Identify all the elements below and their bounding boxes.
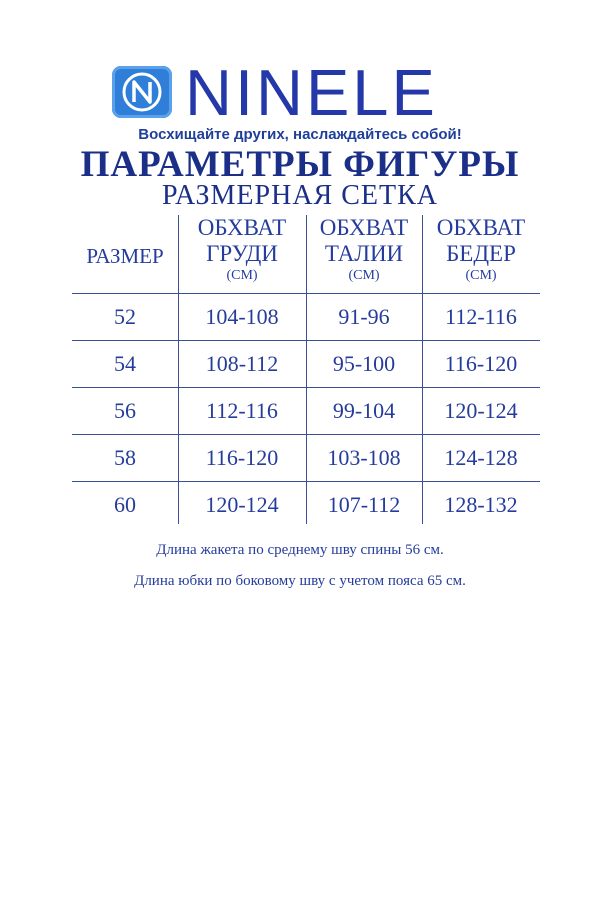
waist-cell: 95-100 xyxy=(332,351,396,376)
chest-cell: 116-120 xyxy=(205,445,279,470)
table-row xyxy=(72,481,540,528)
page-subtitle: РАЗМЕРНАЯ СЕТКА xyxy=(161,180,438,211)
brand-logo xyxy=(0,56,600,129)
header-hips-line2: БЕДЕР xyxy=(446,241,516,266)
table-row xyxy=(72,434,540,481)
table-row xyxy=(72,293,540,340)
header-waist-unit: (СМ) xyxy=(348,268,380,283)
header-waist-line1: ОБХВАТ xyxy=(319,215,409,240)
chest-cell: 104-108 xyxy=(205,304,279,329)
header-hips-unit: (СМ) xyxy=(465,268,497,283)
header-waist-line2: ТАЛИИ xyxy=(324,241,404,266)
size-cell: 60 xyxy=(114,492,136,517)
table-header xyxy=(72,215,540,293)
header-chest-line2: ГРУДИ xyxy=(206,241,278,266)
header-hips xyxy=(422,215,540,293)
waist-cell: 91-96 xyxy=(338,304,390,329)
n-monogram-icon xyxy=(112,66,172,118)
chest-cell: 120-124 xyxy=(205,492,279,517)
page-title: ПАРАМЕТРЫ ФИГУРЫ xyxy=(80,144,520,185)
brand-slogan: Восхищайте других, наслаждайтесь собой! xyxy=(138,126,462,143)
jacket-length-note: Длина жакета по среднему шву спины 56 см. xyxy=(156,542,444,558)
size-cell: 58 xyxy=(114,445,136,470)
header-chest-unit: (СМ) xyxy=(226,268,258,283)
size-chart-table xyxy=(72,215,540,528)
header-hips-line1: ОБХВАТ xyxy=(436,215,526,240)
table-row xyxy=(72,340,540,387)
header-waist xyxy=(306,215,422,293)
header-chest-line1: ОБХВАТ xyxy=(197,215,287,240)
header-size: РАЗМЕР xyxy=(86,243,164,268)
waist-cell: 99-104 xyxy=(332,398,396,423)
size-cell: 56 xyxy=(114,398,136,423)
hips-cell: 120-124 xyxy=(444,398,518,423)
table-row xyxy=(72,387,540,434)
size-cell: 52 xyxy=(114,304,136,329)
hips-cell: 124-128 xyxy=(444,445,518,470)
waist-cell: 107-112 xyxy=(327,492,401,517)
chest-cell: 108-112 xyxy=(205,351,279,376)
hips-cell: 116-120 xyxy=(444,351,518,376)
hips-cell: 128-132 xyxy=(444,492,518,517)
hips-cell: 112-116 xyxy=(445,304,517,329)
skirt-length-note: Длина юбки по боковому шву с учетом пояса 65 см. xyxy=(134,573,466,589)
brand-name: NINELE xyxy=(185,56,438,129)
chest-cell: 112-116 xyxy=(206,398,278,423)
size-cell: 54 xyxy=(114,351,136,376)
waist-cell: 103-108 xyxy=(327,445,401,470)
header-chest xyxy=(178,215,306,293)
